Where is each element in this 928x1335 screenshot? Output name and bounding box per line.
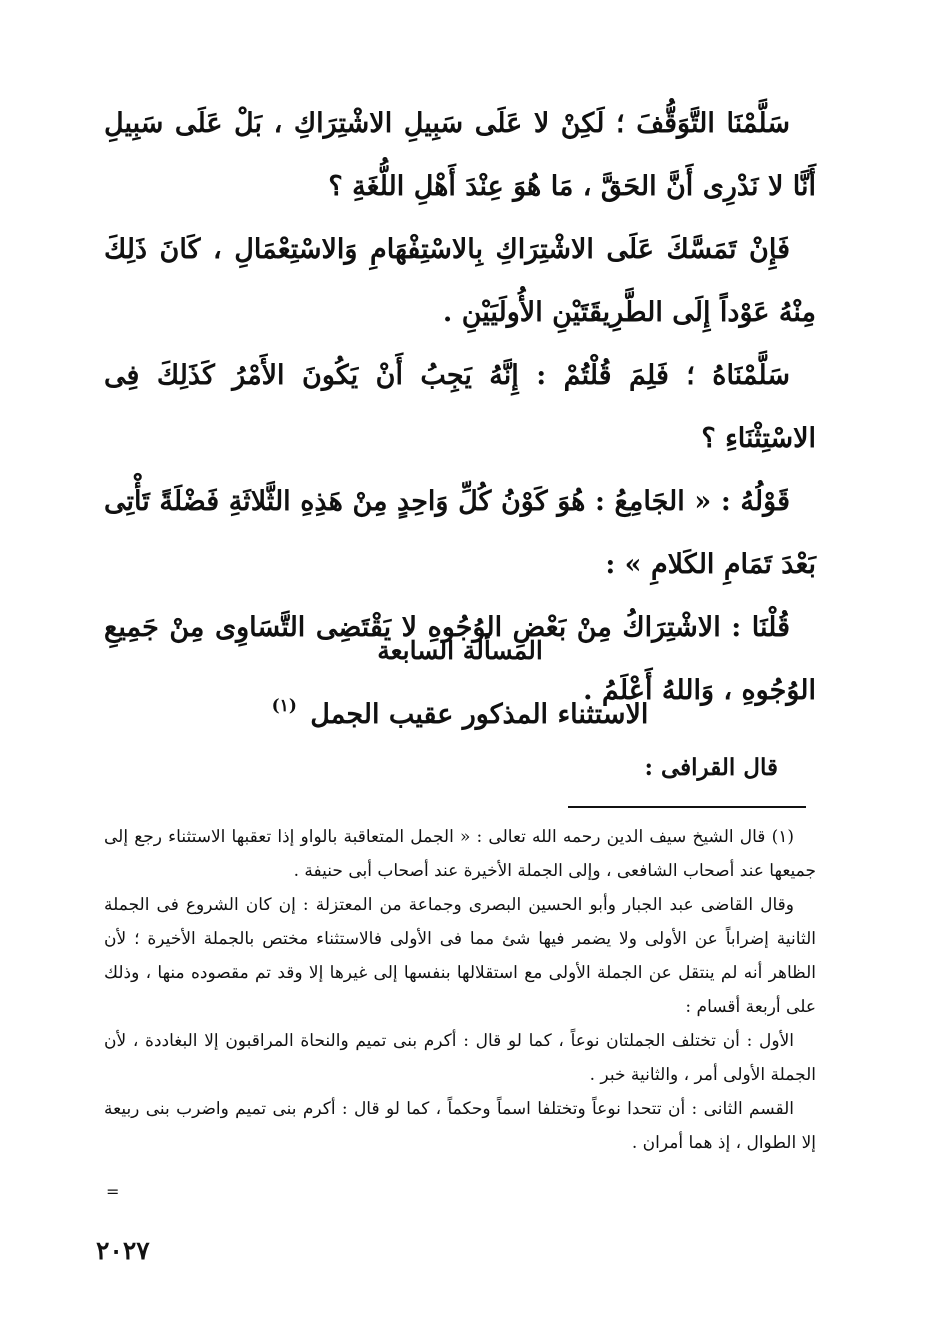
chapter-title-text: الاستثناء المذكور عقيب الجمل [310, 699, 649, 730]
section-headings [104, 628, 816, 743]
paragraph-5: قُلْنَا : الاشْتِرَاكُ مِنْ بَعْضِ الوُجُوهِ لا يَقْتَضِى التَّسَاوِى مِنْ جَمِيعِ الوُجُوهِ ، وَاللهُ أَعْلَمُ . [104, 612, 816, 706]
paragraph-1: سَلَّمْنَا التَّوَقُّفَ ؛ لَكِنْ لا عَلَى سَبِيلِ الاشْتِرَاكِ ، بَلْ عَلَى سَبِيلِ أَنَّا لا نَدْرِى أَنَّ الحَقَّ ، مَا هُوَ عِنْدَ أَهْلِ اللُّغَةِ ؟ [104, 108, 816, 202]
chapter-title [104, 678, 816, 743]
footnote-paragraph-4: القسم الثانى : أن تتحدا نوعاً وتختلفا اسماً وحكماً ، كما لو قال : أكرم بنى تميم واضرب بنى ربيعة إلا الطوال ، إذ هما أمران . [104, 1099, 816, 1153]
continuation-mark: = [106, 1182, 120, 1201]
footnote-paragraph-3: الأول : أن تختلف الجملتان نوعاً ، كما لو قال : أكرم بنى تميم والنحاة المراقبون إلا البغاددة ، لأن الجملة الأولى أمر ، والثانية خبر . [104, 1031, 816, 1085]
paragraph-3: سَلَّمْنَاهُ ؛ فَلِمَ قُلْتُمْ : إِنَّهُ يَجِبُ أَنْ يَكُونَ الأَمْرُ كَذَلِكَ فِى الاسْتِثْنَاءِ ؟ [104, 360, 816, 454]
page-number: ٢٠٢٧ [96, 1236, 150, 1265]
paragraph-4: قَوْلُهُ : « الجَامِعُ : هُوَ كَوْنُ كُلِّ وَاحِدٍ مِنْ هَذِهِ الثَّلاثَةِ فَضْلَةً تَأْتِى بَعْدَ تَمَامِ الكَلامِ » : [104, 486, 816, 580]
section-heading: المسألة السابعة [377, 636, 543, 665]
footnote-reference: (١) [271, 696, 297, 716]
footnote-paragraph-1: (١) قال الشيخ سيف الدين رحمه الله تعالى : « الجمل المتعاقبة بالواو إذا تعقبها الاستثناء رجع إلى جميعها عند أصحاب الشافعى ، وإلى الجملة الأخيرة عند أصحاب أبى حنيفة . [104, 827, 816, 881]
footnotes [104, 820, 816, 1160]
quote-label: قال القرافى : [644, 754, 778, 781]
footnote-paragraph-2: وقال القاضى عبد الجبار وأبو الحسين البصرى وجماعة من المعتزلة : إن كان الشروع فى الجملة الثانية إضراباً عن الأولى ولا يضمر فيها شئ مما فى الأولى فالاستثناء مختص بالجملة الأخيرة ؛ لأن الظاهر أنه لم ينتقل عن الجملة الأولى مع استقلالها بنفسها إلى غيرها إلا وقد تم مقصوده منها ، وذلك على أربعة أقسام : [104, 895, 816, 1017]
paragraph-2: فَإِنْ تَمَسَّكَ عَلَى الاشْتِرَاكِ بِالاسْتِفْهَامِ وَالاسْتِعْمَالِ ، كَانَ ذَلِكَ مِنْهُ عَوْداً إِلَى الطَّرِيقَتَيْنِ الأُولَيَيْنِ . [104, 234, 816, 328]
footnote-divider [568, 806, 806, 808]
